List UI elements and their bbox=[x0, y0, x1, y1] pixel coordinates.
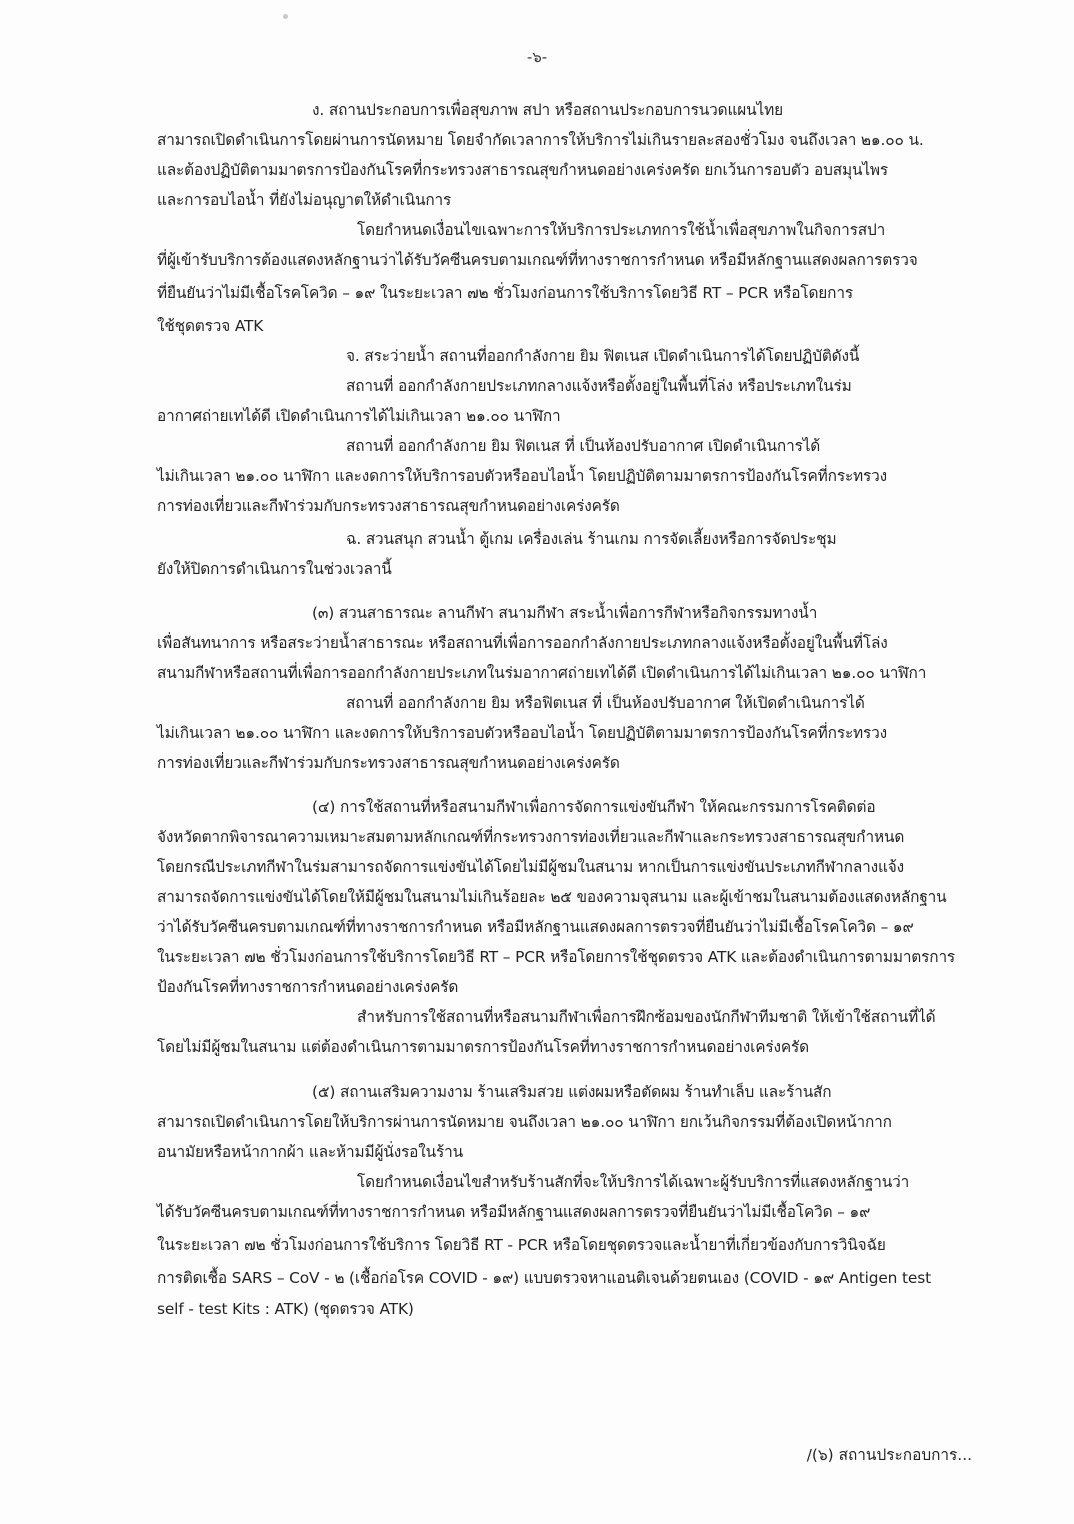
continuation-note: /(๖) สถานประกอบการ... bbox=[806, 1446, 972, 1464]
text-line: self - test Kits : ATK) (ชุดตรวจ ATK) bbox=[157, 1300, 414, 1318]
text-line: เพื่อสันทนาการ หรือสระว่ายน้ำสาธารณะ หรือสถานที่เพื่อการออกกำลังกายประเภทกลางแจ้งหรือตั้งอยู่ในพื้นที่โล่ง bbox=[157, 634, 888, 652]
text-line: จ. สระว่ายน้ำ สถานที่ออกกำลังกาย ยิม ฟิตเนส เปิดดำเนินการได้โดยปฏิบัติดังนี้ bbox=[346, 347, 860, 365]
text-line: โดยกำหนดเงื่อนไขสำหรับร้านสักที่จะให้บริการได้เฉพาะผู้รับบริการที่แสดงหลักฐานว่า bbox=[357, 1173, 910, 1191]
text-line: สถานที่ ออกกำลังกายประเภทกลางแจ้งหรือตั้งอยู่ในพื้นที่โล่ง หรือประเภทในร่ม bbox=[346, 377, 852, 395]
text-line: ยังให้ปิดการดำเนินการในช่วงเวลานี้ bbox=[157, 560, 392, 578]
text-line: ได้รับวัคซีนครบตามเกณฑ์ที่ทางราชการกำหนด หรือมีหลักฐานแสดงผลการตรวจที่ยืนยันว่าไม่มีเชื้อโควิด – ๑๙ bbox=[157, 1203, 871, 1221]
text-line: ฉ. สวนสนุก สวนน้ำ ตู้เกม เครื่องเล่น ร้านเกม การจัดเลี้ยงหรือการจัดประชุม bbox=[346, 530, 837, 548]
text-line: และการอบไอน้ำ ที่ยังไม่อนุญาตให้ดำเนินการ bbox=[157, 191, 452, 209]
text-line: (๔) การใช้สถานที่หรือสนามกีฬาเพื่อการจัดการแข่งขันกีฬา ให้คณะกรรมการโรคติดต่อ bbox=[312, 798, 876, 816]
text-line: การติดเชื้อ SARS – CoV - ๒ (เชื้อก่อโรค COVID - ๑๙) แบบตรวจหาแอนติเจนด้วยตนเอง (COVID - ๑๙ Antigen test bbox=[157, 1269, 931, 1287]
text-line: โดยกำหนดเงื่อนไขเฉพาะการให้บริการประเภทการใช้น้ำเพื่อสุขภาพในกิจการสปา bbox=[357, 221, 886, 239]
text-line: จังหวัดตากพิจารณาความเหมาะสมตามหลักเกณฑ์ที่กระทรวงการท่องเที่ยวและกีฬาและกระทรวงสาธารณสุขกำหนด bbox=[157, 828, 905, 846]
text-line: ในระยะเวลา ๗๒ ชั่วโมงก่อนการใช้บริการโดยวิธี RT – PCR หรือโดยการใช้ชุดตรวจ ATK และต้องดำเนินการตามมาตรการ bbox=[157, 948, 956, 966]
text-line: สามารถจัดการแข่งขันได้โดยให้มีผู้ชมในสนามไม่เกินร้อยละ ๒๕ ของความจุสนาม และผู้เข้าชมในสนามต้องแสดงหลักฐาน bbox=[157, 888, 947, 906]
text-line: (๕) สถานเสริมความงาม ร้านเสริมสวย แต่งผมหรือตัดผม ร้านทำเล็บ และร้านสัก bbox=[312, 1083, 832, 1101]
text-line: ป้องกันโรคที่ทางราชการกำหนดอย่างเคร่งครัด bbox=[157, 978, 459, 996]
text-line: อนามัยหรือหน้ากากผ้า และห้ามมีผู้นั่งรอในร้าน bbox=[157, 1143, 463, 1161]
text-line: ง. สถานประกอบการเพื่อสุขภาพ สปา หรือสถานประกอบการนวดแผนไทย bbox=[312, 101, 783, 119]
text-line: ไม่เกินเวลา ๒๑.๐๐ นาฬิกา และงดการให้บริการอบตัวหรืออบไอน้ำ โดยปฏิบัติตามมาตรการป้องกันโรคที่กระทรวง bbox=[157, 724, 888, 742]
scan-speck bbox=[283, 14, 288, 19]
text-line: สามารถเปิดดำเนินการโดยผ่านการนัดหมาย โดยจำกัดเวลาการให้บริการไม่เกินรายละสองชั่วโมง จนถึงเวลา ๒๑.๐๐ น. bbox=[157, 131, 924, 149]
text-line: (๓) สวนสาธารณะ ลานกีฬา สนามกีฬา สระน้ำเพื่อการกีฬาหรือกิจกรรมทางน้ำ bbox=[312, 604, 818, 622]
text-line: ที่ยืนยันว่าไม่มีเชื้อโรคโควิด – ๑๙ ในระยะเวลา ๗๒ ชั่วโมงก่อนการใช้บริการโดยวิธี RT – PCR หรือโดยการ bbox=[157, 284, 853, 302]
page-number: -๖- bbox=[526, 48, 548, 66]
text-line: การท่องเที่ยวและกีฬาร่วมกับกระทรวงสาธารณสุขกำหนดอย่างเคร่งครัด bbox=[157, 754, 620, 772]
text-line: ว่าได้รับวัคซีนครบตามเกณฑ์ที่ทางราชการกำหนด หรือมีหลักฐานแสดงผลการตรวจที่ยืนยันว่าไม่มีเชื้อโรคโควิด – ๑๙ bbox=[157, 918, 914, 936]
text-line: ในระยะเวลา ๗๒ ชั่วโมงก่อนการใช้บริการ โดยวิธี RT - PCR หรือโดยชุดตรวจและน้ำยาที่เกี่ยวข้องกับการวินิจฉัย bbox=[157, 1236, 886, 1254]
text-line: สำหรับการใช้สถานที่หรือสนามกีฬาเพื่อการฝึกซ้อมของนักกีฬาทีมชาติ ให้เข้าใช้สถานที่ได้ bbox=[357, 1008, 936, 1026]
text-line: โดยไม่มีผู้ชมในสนาม แต่ต้องดำเนินการตามมาตรการป้องกันโรคที่ทางราชการกำหนดอย่างเคร่งครัด bbox=[157, 1038, 809, 1056]
text-line: โดยกรณีประเภทกีฬาในร่มสามารถจัดการแข่งขันได้โดยไม่มีผู้ชมในสนาม หากเป็นการแข่งขันประเภทกีฬากลางแจ้ง bbox=[157, 858, 904, 876]
text-line: ไม่เกินเวลา ๒๑.๐๐ นาฬิกา และงดการให้บริการอบตัวหรืออบไอน้ำ โดยปฏิบัติตามมาตรการป้องกันโรคที่กระทรวง bbox=[157, 467, 888, 485]
text-line: และต้องปฏิบัติตามมาตรการป้องกันโรคที่กระทรวงสาธารณสุขกำหนดอย่างเคร่งครัด ยกเว้นการอบตัว อบสมุนไพร bbox=[157, 161, 889, 179]
text-line: สถานที่ ออกกำลังกาย ยิม หรือฟิตเนส ที่ เป็นห้องปรับอากาศ ให้เปิดดำเนินการได้ bbox=[346, 694, 865, 712]
text-line: อากาศถ่ายเทได้ดี เปิดดำเนินการได้ไม่เกินเวลา ๒๑.๐๐ นาฬิกา bbox=[157, 407, 561, 425]
text-line: สถานที่ ออกกำลังกาย ยิม ฟิตเนส ที่ เป็นห้องปรับอากาศ เปิดดำเนินการได้ bbox=[346, 437, 821, 455]
text-line: ใช้ชุดตรวจ ATK bbox=[157, 317, 264, 335]
text-line: สามารถเปิดดำเนินการโดยให้บริการผ่านการนัดหมาย จนถึงเวลา ๒๑.๐๐ นาฬิกา ยกเว้นกิจกรรมที่ต้องเปิดหน้ากาก bbox=[157, 1113, 892, 1131]
text-line: ที่ผู้เข้ารับบริการต้องแสดงหลักฐานว่าได้รับวัคซีนครบตามเกณฑ์ที่ทางราชการกำหนด หรือมีหลักฐานแสดงผลการตรวจ bbox=[157, 251, 918, 269]
text-line: การท่องเที่ยวและกีฬาร่วมกับกระทรวงสาธารณสุขกำหนดอย่างเคร่งครัด bbox=[157, 497, 620, 515]
text-line: สนามกีฬาหรือสถานที่เพื่อการออกกำลังกายประเภทในร่มอากาศถ่ายเทได้ดี เปิดดำเนินการได้ไม่เกินเวลา ๒๑.๐๐ นาฬิกา bbox=[157, 664, 927, 682]
